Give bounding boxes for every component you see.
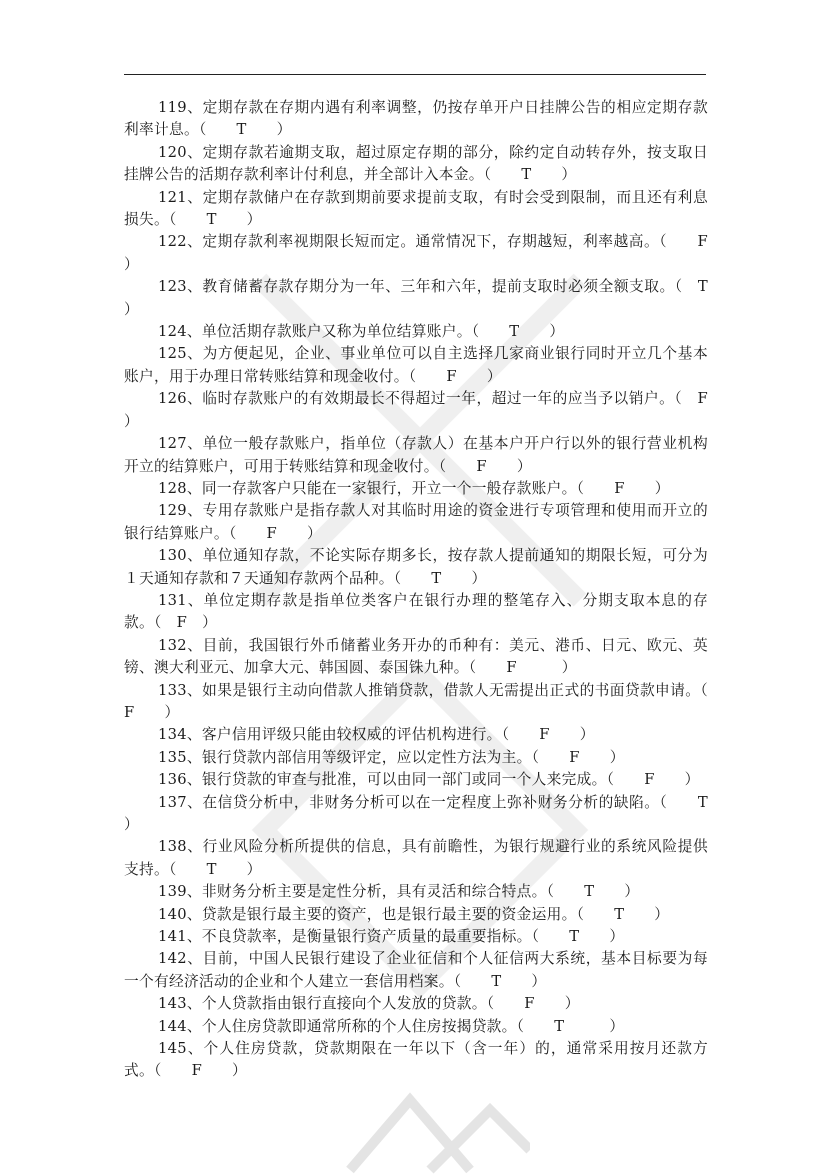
list-item: 129、专用存款账户是指存款人对其临时用途的资金进行专项管理和使用而开立的银行结算账户。（ F ） xyxy=(124,502,708,542)
list-item: 126、临时存款账户的有效期最长不得超过一年，超过一年的应当予以销户。（ F ） xyxy=(124,390,738,430)
list-item: 143、个人贷款指由银行直接向个人发放的贷款。（ F ） xyxy=(158,995,580,1013)
list-item: 134、客户信用评级只能由较权威的评估机构进行。（ F ） xyxy=(158,726,595,744)
list-item: 145、个人住房贷款，贷款期限在一年以下（含一年）的，通常采用按月还款方式。（ F ） xyxy=(124,1040,708,1080)
list-item: 128、同一存款客户只能在一家银行，开立一个一般存款账户。（ F ） xyxy=(158,479,670,497)
watermark-corner-graphic xyxy=(330,1080,530,1174)
list-item: 140、贷款是银行最主要的资产，也是银行最主要的资金运用。（ T ） xyxy=(158,905,670,923)
list-item: 144、个人住房贷款即通常所称的个人住房按揭贷款。（ T ） xyxy=(158,1017,625,1035)
list-item: 132、目前，我国银行外币储蓄业务开办的币种有：美元、港币、日元、欧元、英镑、澳大利亚元、加拿大元、韩国圆、泰国铢九种。（ F ） xyxy=(124,636,708,677)
list-item: 130、单位通知存款，不论实际存期多长，按存款人提前通知的期限长短，可分为１天通知存款和７天通知存款两个品种。（ T ） xyxy=(124,547,708,587)
list-item: 122、定期存款利率视期限长短而定。通常情况下，存期越短，利率越高。（ F ） xyxy=(124,233,738,273)
list-item: 135、银行贷款内部信用等级评定，应以定性方法为主。（ F ） xyxy=(158,748,625,766)
list-item: 139、非财务分析主要是定性分析，具有灵活和综合特点。（ T ） xyxy=(158,883,640,901)
list-item: 136、银行贷款的审查与批准，可以由同一部门或同一个人来完成。（ F ） xyxy=(158,771,700,789)
list-item: 141、不良贷款率，是衡量银行资产质量的最重要指标。（ T ） xyxy=(158,928,625,946)
list-item: 138、行业风险分析所提供的信息，具有前瞻性，为银行规避行业的系统风险提供支持。（ T ） xyxy=(124,838,708,878)
list-item: 127、单位一般存款账户，指单位（存款人）在基本户开户行以外的银行营业机构开立的结算账户，可用于转账结算和现金收付。（ F ） xyxy=(124,435,708,475)
list-item: 137、在信贷分析中，非财务分析可以在一定程度上弥补财务分析的缺陷。（ T ） xyxy=(124,793,738,833)
list-item: 133、如果是银行主动向借款人推销贷款，借款人无需提出正式的书面贷款申请。（ F ） xyxy=(124,681,738,721)
list-item: 119、定期存款在存期内遇有利率调整，仍按存单开户日挂牌公告的相应定期存款利率计息。（ T ） xyxy=(124,99,708,139)
list-item: 125、为方便起见，企业、事业单位可以自主选择几家商业银行同时开立几个基本账户，用于办理日常转账结算和现金收付。（ F ） xyxy=(124,345,708,385)
list-item: 121、定期存款储户在存款到期前要求提前支取，有时会受到限制，而且还有利息损失。（ T ） xyxy=(124,188,708,229)
list-item: 120、定期存款若逾期支取，超过原定存期的部分，除约定自动转存外，按支取日挂牌公告的活期存款利率计付利息，并全部计入本金。（ T ） xyxy=(124,143,708,184)
list-item: 124、单位活期存款账户又称为单位结算账户。（ T ） xyxy=(158,323,565,341)
list-item: 123、教育储蓄存款存期分为一年、三年和六年，提前支取时必须全额支取。（ T ） xyxy=(124,278,738,318)
header-rule xyxy=(124,74,706,75)
list-item: 142、目前，中国人民银行建设了企业征信和个人征信两大系统，基本目标要为每一个有经济活动的企业和个人建立一套信用档案。（ T ） xyxy=(124,950,708,990)
question-list xyxy=(124,97,738,1083)
list-item: 131、单位定期存款是指单位类客户在银行办理的整笔存入、分期支取本息的存款。（ F ） xyxy=(124,591,708,632)
